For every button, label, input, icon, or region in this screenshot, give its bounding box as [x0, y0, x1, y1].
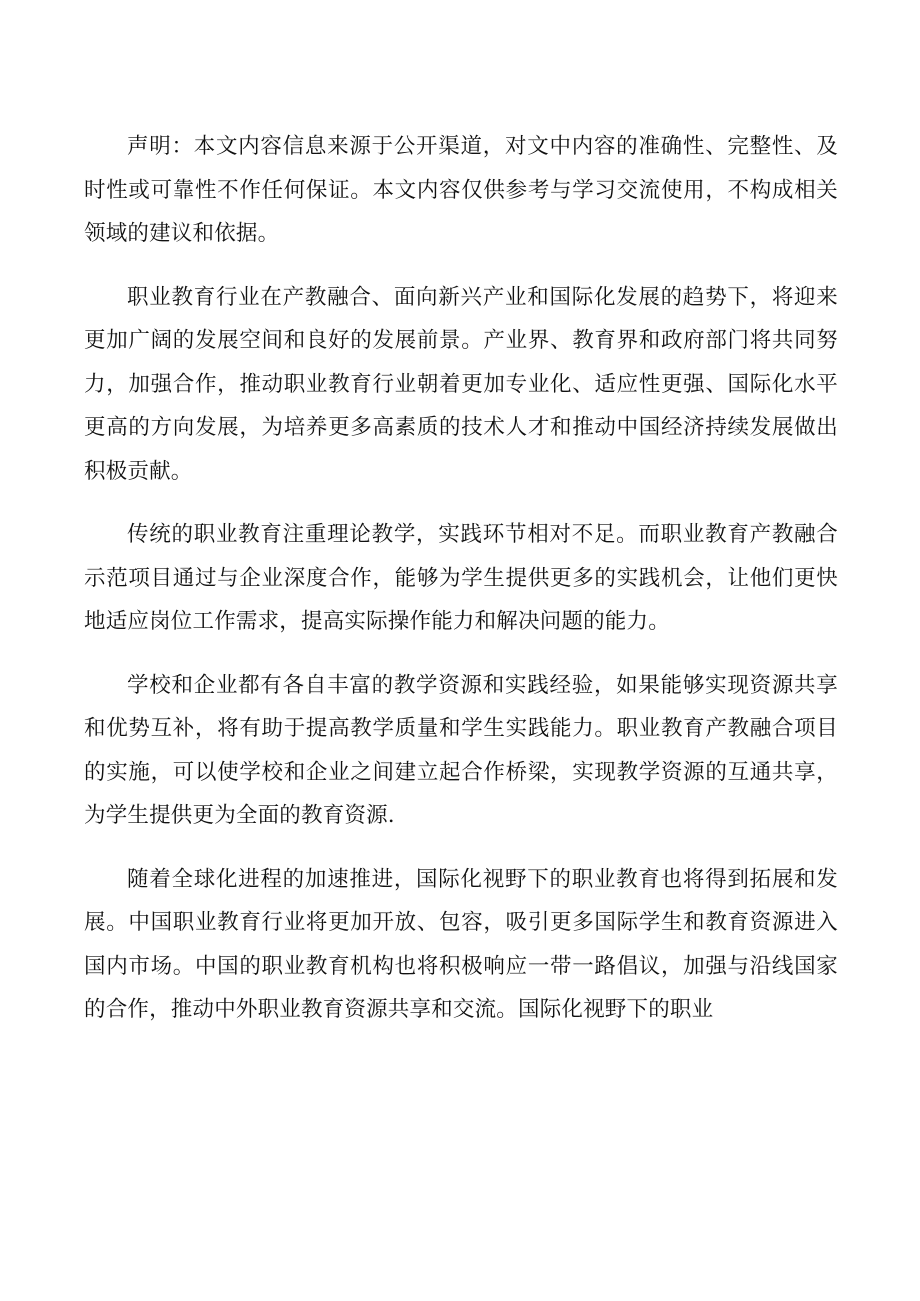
body-paragraph: 职业教育行业在产教融合、面向新兴产业和国际化发展的趋势下，将迎来更加广阔的发展空间和良好的发展前景。产业界、教育界和政府部门将共同努力，加强合作，推动职业教育行业朝着更加专业化、适应性更强、国际化水平更高的方向发展，为培养更多高素质的技术人才和推动中国经济持续发展做出积极贡献。	[84, 284, 838, 484]
body-paragraph: 学校和企业都有各自丰富的教学资源和实践经验，如果能够实现资源共享和优势互补，将有助于提高教学质量和学生实践能力。职业教育产教融合项目的实施，可以使学校和企业之间建立起合作桥梁，实现教学资源的互通共享，为学生提供更为全面的教育资源.	[84, 672, 838, 828]
body-paragraph: 传统的职业教育注重理论教学，实践环节相对不足。而职业教育产教融合示范项目通过与企业深度合作，能够为学生提供更多的实践机会，让他们更快地适应岗位工作需求，提高实际操作能力和解决问题的能力。	[84, 522, 838, 634]
disclaimer-paragraph: 声明：本文内容信息来源于公开渠道，对文中内容的准确性、完整性、及时性或可靠性不作任何保证。本文内容仅供参考与学习交流使用，不构成相关领域的建议和依据。	[84, 134, 838, 246]
document-page	[84, 125, 838, 1052]
body-paragraph: 随着全球化进程的加速推进，国际化视野下的职业教育也将得到拓展和发展。中国职业教育行业将更加开放、包容，吸引更多国际学生和教育资源进入国内市场。中国的职业教育机构也将积极响应一带一路倡议，加强与沿线国家的合作，推动中外职业教育资源共享和交流。国际化视野下的职业	[84, 866, 838, 1022]
